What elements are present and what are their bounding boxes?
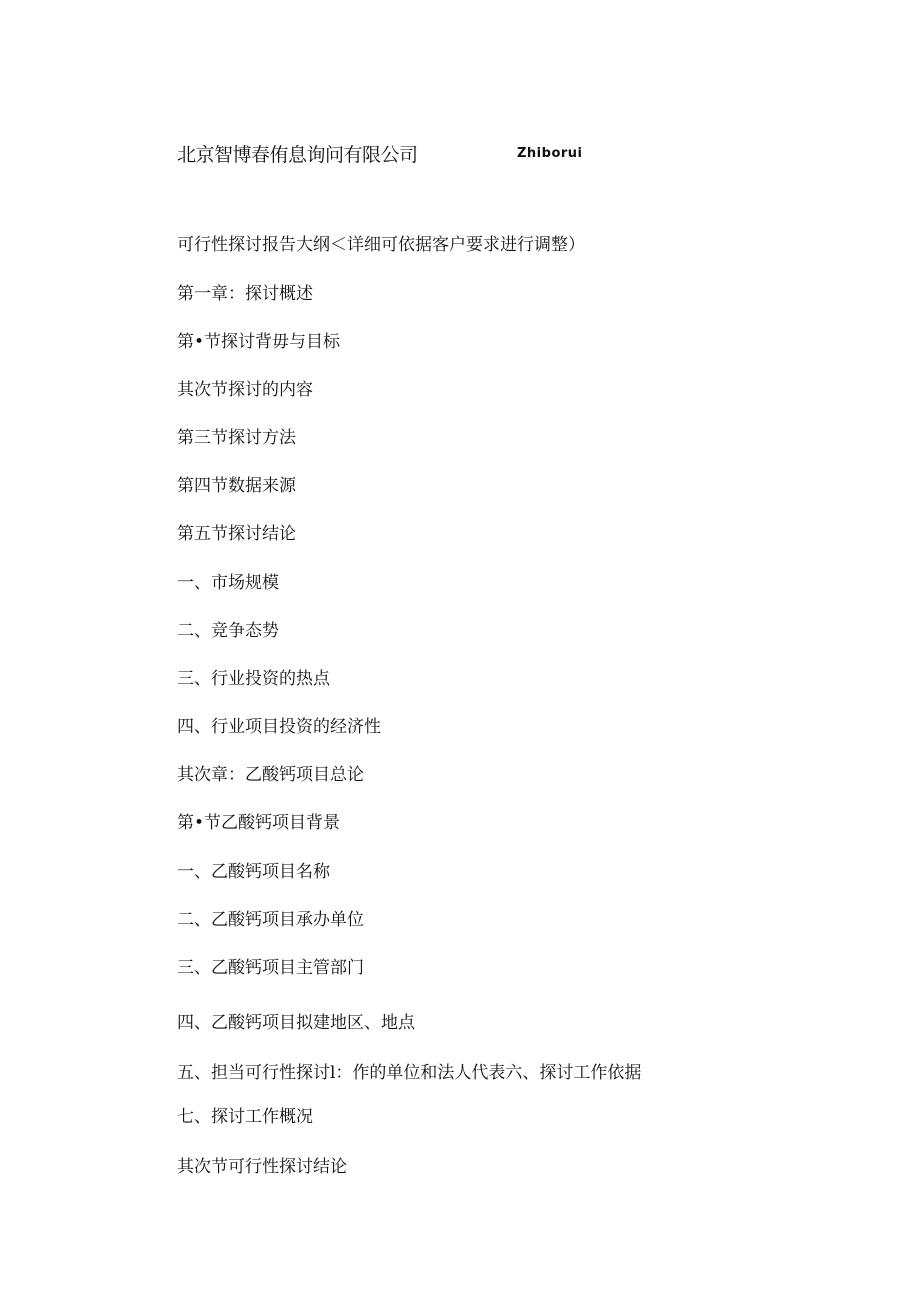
outline-line: 其次节探讨的内容 bbox=[177, 380, 313, 400]
outline-line: 第五节探讨结论 bbox=[177, 524, 296, 544]
company-name: 北京智博春侑息询问有限公司 bbox=[177, 144, 418, 166]
outline-line: 四、乙酸钙项目拟建地区、地点 bbox=[177, 1013, 415, 1033]
outline-line: 第一章：探讨概述 bbox=[177, 284, 313, 304]
document-header bbox=[177, 140, 737, 170]
outline-line: 第三节探讨方法 bbox=[177, 428, 296, 448]
outline-line: 二、竞争态势 bbox=[177, 621, 279, 641]
outline-line: 第•节探讨背毋与目标 bbox=[177, 332, 341, 352]
outline-line: 其次节可行性探讨结论 bbox=[177, 1157, 347, 1177]
outline-line: 七、探讨工作概况 bbox=[177, 1107, 313, 1127]
outline-line: 四、行业项目投资的经济性 bbox=[177, 717, 381, 737]
outline-line: 第四节数据来源 bbox=[177, 476, 296, 496]
outline-line: 第•节乙酸钙项目背景 bbox=[177, 813, 341, 833]
outline-line: 一、市场规模 bbox=[177, 573, 279, 593]
brand-logo-text: Zhiborui bbox=[517, 146, 583, 161]
outline-line: 三、行业投资的热点 bbox=[177, 669, 330, 689]
outline-line: 二、乙酸钙项目承办单位 bbox=[177, 910, 364, 930]
outline-line: 三、乙酸钙项目主管部门 bbox=[177, 958, 364, 978]
outline-line: 其次章：乙酸钙项目总论 bbox=[177, 765, 364, 785]
outline-line: 五、担当可行性探讨l：作的单位和法人代表六、探讨工作依据 bbox=[177, 1063, 642, 1083]
outline-title: 可行性探讨报告大纲＜详细可依据客户要求进行调整） bbox=[177, 235, 585, 255]
outline-line: 一、乙酸钙项目名称 bbox=[177, 862, 330, 882]
